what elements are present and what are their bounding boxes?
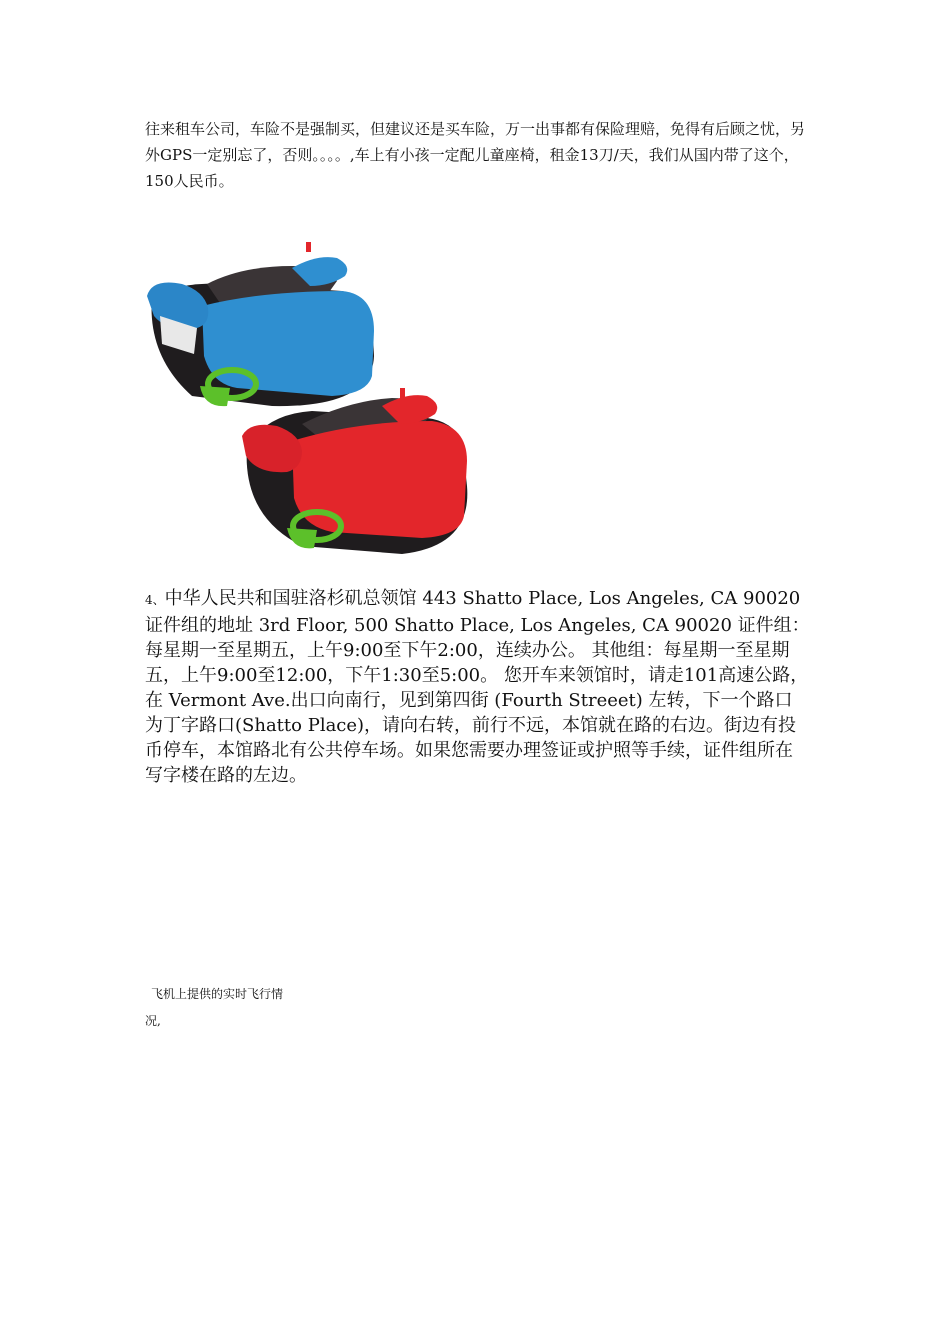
- red-booster-seat: [242, 388, 467, 554]
- booster-seat-photo: [142, 236, 482, 566]
- flight-caption-line2: 况,: [145, 1014, 161, 1028]
- consulate-paragraph: [145, 586, 810, 788]
- list-number: 4、: [145, 593, 165, 607]
- blue-booster-seat: [147, 242, 374, 406]
- flight-caption-line1: 飞机上提供的实时飞行情: [151, 987, 284, 1001]
- rental-paragraph: 往来租车公司，车险不是强制买，但建议还是买车险，万一出事都有保险理赔，免得有后顾之忧，另外GPS一定别忘了，否则。。。。,车上有小孩一定配儿童座椅，租金13刀/天，我们从国内带了这个，150人民币。: [145, 120, 806, 190]
- consulate-text: 中华人民共和国驻洛杉矶总领馆 443 Shatto Place, Los Angeles, CA 90020 证件组的地址 3rd Floor, 500 Shatto Place, Los Angeles, CA 90020 证件组：每星期一至星期五，上午9:00至下午2:00，连续办公。 其他组：每星期一至星期五，上午9:00至12:00，下午1:30至5:00。 您开车来领馆时，请走101高速公路，在 Vermont Ave.出口向南行，见到第四街 (Fourth Streeet) 左转，下一个路口为丁字路口(Shatto Place)，请向右转，前行不远，本馆就在路的右边。街边有投币停车，本馆路北有公共停车场。如果您需要办理签证或护照等手续，证件组所在写字楼在路的左边。: [145, 588, 810, 786]
